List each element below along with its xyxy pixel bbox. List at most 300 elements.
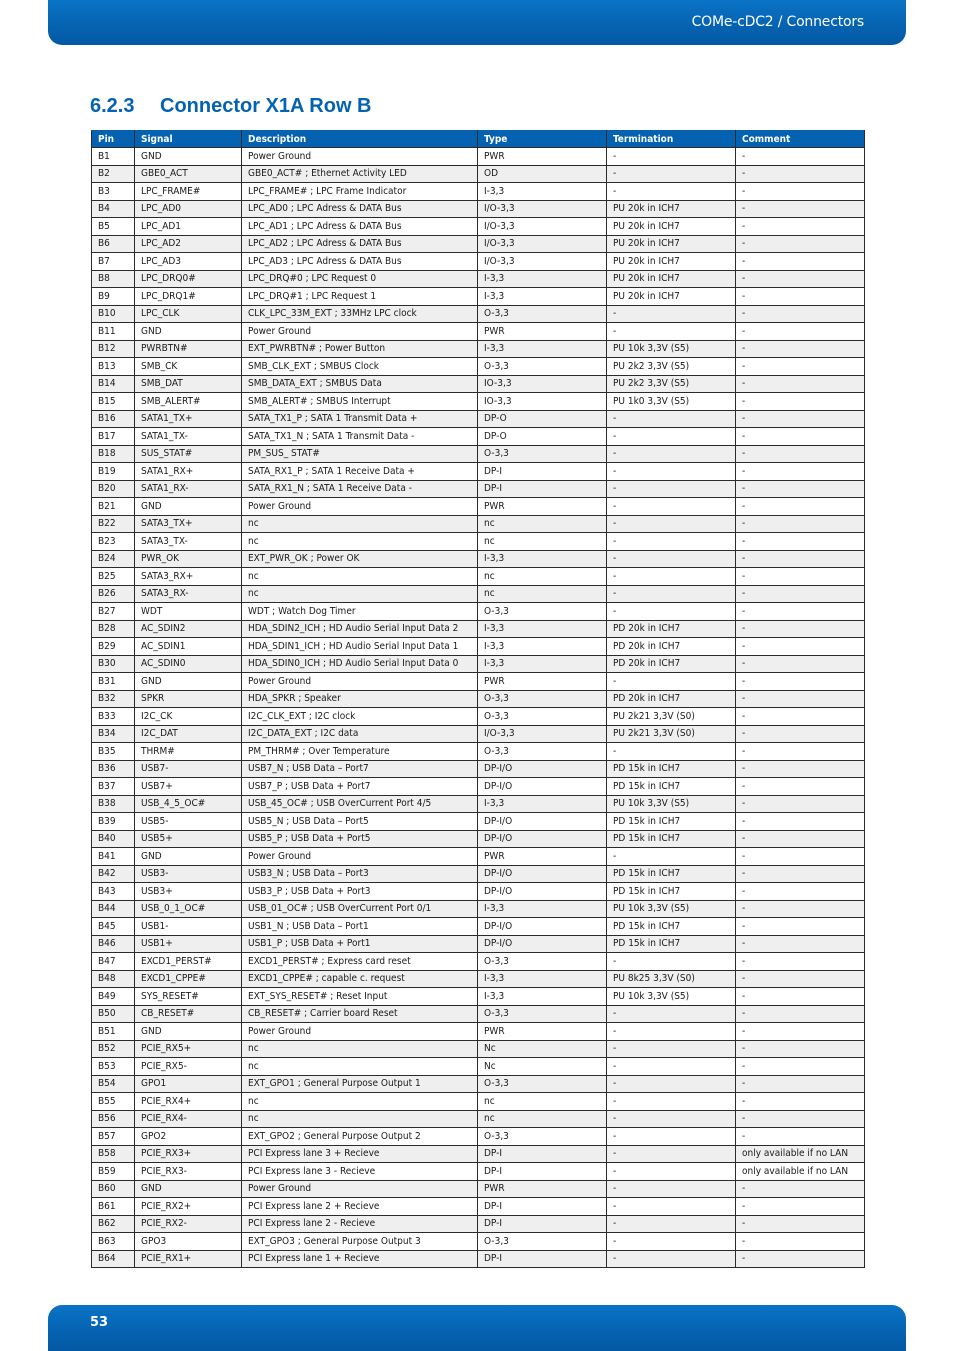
cell-comment: - <box>736 1215 865 1233</box>
cell-termination: - <box>607 1023 736 1041</box>
cell-description: EXT_PWRBTN# ; Power Button <box>242 340 478 358</box>
table-row <box>92 603 865 621</box>
table-row <box>92 1128 865 1146</box>
cell-description: USB7_N ; USB Data – Port7 <box>242 760 478 778</box>
cell-description: USB7_P ; USB Data + Port7 <box>242 778 478 796</box>
cell-type: I-3,3 <box>478 988 607 1006</box>
cell-signal: LPC_AD1 <box>135 218 242 236</box>
cell-comment: - <box>736 900 865 918</box>
cell-signal: PCIE_RX2+ <box>135 1198 242 1216</box>
table-row <box>92 515 865 533</box>
cell-termination: - <box>607 1128 736 1146</box>
cell-pin: B63 <box>92 1233 135 1251</box>
table-row <box>92 148 865 166</box>
cell-pin: B36 <box>92 760 135 778</box>
cell-comment: - <box>736 655 865 673</box>
cell-signal: GND <box>135 1180 242 1198</box>
cell-signal: SATA3_RX- <box>135 585 242 603</box>
cell-description: USB_45_OC# ; USB OverCurrent Port 4/5 <box>242 795 478 813</box>
cell-signal: USB5+ <box>135 830 242 848</box>
cell-pin: B15 <box>92 393 135 411</box>
cell-termination: - <box>607 1110 736 1128</box>
header-subtitle: COMe-cDC2 / Connectors <box>691 14 864 30</box>
table-row <box>92 988 865 1006</box>
cell-pin: B31 <box>92 673 135 691</box>
cell-comment: - <box>736 1075 865 1093</box>
cell-description: nc <box>242 568 478 586</box>
cell-description: Power Ground <box>242 323 478 341</box>
cell-termination: - <box>607 463 736 481</box>
cell-type: I-3,3 <box>478 270 607 288</box>
cell-termination: PU 2k2 3,3V (S5) <box>607 375 736 393</box>
cell-type: DP-O <box>478 428 607 446</box>
cell-description: SATA_RX1_P ; SATA 1 Receive Data + <box>242 463 478 481</box>
cell-termination: - <box>607 1215 736 1233</box>
cell-description: USB5_N ; USB Data – Port5 <box>242 813 478 831</box>
cell-termination: PU 20k in ICH7 <box>607 235 736 253</box>
cell-signal: LPC_FRAME# <box>135 183 242 201</box>
cell-type: I/O-3,3 <box>478 725 607 743</box>
cell-termination: - <box>607 533 736 551</box>
cell-signal: GND <box>135 848 242 866</box>
cell-termination: - <box>607 1005 736 1023</box>
cell-pin: B40 <box>92 830 135 848</box>
cell-comment: - <box>736 1023 865 1041</box>
cell-description: Power Ground <box>242 1023 478 1041</box>
cell-termination: - <box>607 550 736 568</box>
cell-comment: - <box>736 620 865 638</box>
cell-pin: B4 <box>92 200 135 218</box>
cell-comment: - <box>736 725 865 743</box>
cell-signal: LPC_AD3 <box>135 253 242 271</box>
cell-termination: PD 15k in ICH7 <box>607 883 736 901</box>
cell-type: DP-I/O <box>478 760 607 778</box>
cell-pin: B46 <box>92 935 135 953</box>
cell-type: PWR <box>478 148 607 166</box>
cell-description: PCI Express lane 3 + Recieve <box>242 1145 478 1163</box>
cell-termination: - <box>607 305 736 323</box>
cell-pin: B12 <box>92 340 135 358</box>
cell-pin: B48 <box>92 970 135 988</box>
cell-pin: B45 <box>92 918 135 936</box>
cell-termination: PD 15k in ICH7 <box>607 760 736 778</box>
cell-signal: SYS_RESET# <box>135 988 242 1006</box>
cell-pin: B37 <box>92 778 135 796</box>
cell-signal: USB1- <box>135 918 242 936</box>
cell-pin: B24 <box>92 550 135 568</box>
cell-comment: - <box>736 533 865 551</box>
cell-description: nc <box>242 1110 478 1128</box>
cell-type: DP-I/O <box>478 865 607 883</box>
cell-type: nc <box>478 585 607 603</box>
cell-comment: - <box>736 358 865 376</box>
cell-comment: - <box>736 270 865 288</box>
table-row <box>92 585 865 603</box>
table-row <box>92 1110 865 1128</box>
cell-pin: B20 <box>92 480 135 498</box>
table-row <box>92 305 865 323</box>
cell-pin: B54 <box>92 1075 135 1093</box>
cell-comment: - <box>736 235 865 253</box>
cell-type: I-3,3 <box>478 638 607 656</box>
cell-comment: - <box>736 410 865 428</box>
cell-comment: - <box>736 708 865 726</box>
table-row <box>92 375 865 393</box>
cell-type: DP-I/O <box>478 813 607 831</box>
cell-comment: - <box>736 1233 865 1251</box>
cell-comment: - <box>736 253 865 271</box>
cell-type: DP-I <box>478 480 607 498</box>
cell-comment: - <box>736 1180 865 1198</box>
cell-comment: - <box>736 690 865 708</box>
cell-signal: AC_SDIN0 <box>135 655 242 673</box>
cell-termination: - <box>607 183 736 201</box>
table-row <box>92 935 865 953</box>
cell-type: nc <box>478 568 607 586</box>
cell-comment: - <box>736 323 865 341</box>
table-row <box>92 270 865 288</box>
cell-type: I-3,3 <box>478 340 607 358</box>
cell-termination: - <box>607 1145 736 1163</box>
cell-type: IO-3,3 <box>478 375 607 393</box>
cell-type: PWR <box>478 1023 607 1041</box>
cell-pin: B51 <box>92 1023 135 1041</box>
cell-signal: USB3+ <box>135 883 242 901</box>
page-number: 53 <box>90 1315 109 1330</box>
cell-comment: - <box>736 1198 865 1216</box>
cell-pin: B2 <box>92 165 135 183</box>
cell-description: EXCD1_PERST# ; Express card reset <box>242 953 478 971</box>
cell-description: SATA_RX1_N ; SATA 1 Receive Data - <box>242 480 478 498</box>
cell-type: PWR <box>478 673 607 691</box>
cell-pin: B47 <box>92 953 135 971</box>
cell-signal: SMB_CK <box>135 358 242 376</box>
cell-description: EXT_SYS_RESET# ; Reset Input <box>242 988 478 1006</box>
table-row <box>92 620 865 638</box>
cell-comment: - <box>736 340 865 358</box>
cell-type: I-3,3 <box>478 550 607 568</box>
cell-termination: PD 15k in ICH7 <box>607 830 736 848</box>
cell-description: LPC_AD0 ; LPC Adress & DATA Bus <box>242 200 478 218</box>
cell-termination: - <box>607 148 736 166</box>
cell-signal: AC_SDIN2 <box>135 620 242 638</box>
cell-description: nc <box>242 1040 478 1058</box>
cell-pin: B56 <box>92 1110 135 1128</box>
cell-pin: B58 <box>92 1145 135 1163</box>
cell-pin: B5 <box>92 218 135 236</box>
cell-description: USB1_N ; USB Data – Port1 <box>242 918 478 936</box>
table-row <box>92 568 865 586</box>
footer-banner <box>48 1305 906 1351</box>
cell-termination: PU 10k 3,3V (S5) <box>607 988 736 1006</box>
cell-description: GBE0_ACT# ; Ethernet Activity LED <box>242 165 478 183</box>
table-row <box>92 340 865 358</box>
cell-type: PWR <box>478 1180 607 1198</box>
cell-comment: only available if no LAN <box>736 1145 865 1163</box>
cell-signal: PCIE_RX4+ <box>135 1093 242 1111</box>
cell-description: USB5_P ; USB Data + Port5 <box>242 830 478 848</box>
cell-description: Power Ground <box>242 848 478 866</box>
cell-pin: B28 <box>92 620 135 638</box>
cell-type: IO-3,3 <box>478 393 607 411</box>
cell-comment: - <box>736 743 865 761</box>
cell-type: I-3,3 <box>478 795 607 813</box>
cell-signal: CB_RESET# <box>135 1005 242 1023</box>
cell-termination: PU 8k25 3,3V (S0) <box>607 970 736 988</box>
cell-signal: USB7+ <box>135 778 242 796</box>
cell-termination: PD 15k in ICH7 <box>607 918 736 936</box>
table-row <box>92 778 865 796</box>
cell-signal: SMB_ALERT# <box>135 393 242 411</box>
cell-pin: B25 <box>92 568 135 586</box>
cell-signal: LPC_DRQ0# <box>135 270 242 288</box>
cell-description: Power Ground <box>242 148 478 166</box>
cell-comment: - <box>736 515 865 533</box>
cell-termination: - <box>607 410 736 428</box>
cell-comment: - <box>736 218 865 236</box>
cell-termination: PU 20k in ICH7 <box>607 218 736 236</box>
cell-comment: - <box>736 305 865 323</box>
cell-termination: - <box>607 1250 736 1268</box>
cell-description: USB_01_OC# ; USB OverCurrent Port 0/1 <box>242 900 478 918</box>
cell-comment: - <box>736 865 865 883</box>
cell-signal: LPC_AD0 <box>135 200 242 218</box>
cell-description: LPC_AD2 ; LPC Adress & DATA Bus <box>242 235 478 253</box>
table-row <box>92 323 865 341</box>
cell-pin: B10 <box>92 305 135 323</box>
table-header-row <box>92 131 865 148</box>
cell-termination: - <box>607 1040 736 1058</box>
table-row <box>92 918 865 936</box>
cell-pin: B41 <box>92 848 135 866</box>
cell-description: nc <box>242 585 478 603</box>
cell-signal: EXCD1_PERST# <box>135 953 242 971</box>
cell-termination: - <box>607 603 736 621</box>
cell-comment: - <box>736 165 865 183</box>
cell-pin: B38 <box>92 795 135 813</box>
cell-termination: - <box>607 1075 736 1093</box>
cell-termination: - <box>607 165 736 183</box>
cell-comment: - <box>736 1040 865 1058</box>
cell-termination: PD 15k in ICH7 <box>607 813 736 831</box>
cell-description: HDA_SDIN0_ICH ; HD Audio Serial Input Data 0 <box>242 655 478 673</box>
table-row <box>92 830 865 848</box>
cell-type: O-3,3 <box>478 445 607 463</box>
cell-comment: - <box>736 795 865 813</box>
table-row <box>92 358 865 376</box>
cell-comment: - <box>736 918 865 936</box>
cell-termination: - <box>607 673 736 691</box>
cell-description: PCI Express lane 1 + Recieve <box>242 1250 478 1268</box>
cell-comment: - <box>736 148 865 166</box>
cell-termination: - <box>607 480 736 498</box>
cell-pin: B14 <box>92 375 135 393</box>
cell-termination: - <box>607 515 736 533</box>
cell-description: EXT_GPO1 ; General Purpose Output 1 <box>242 1075 478 1093</box>
cell-pin: B21 <box>92 498 135 516</box>
cell-pin: B44 <box>92 900 135 918</box>
cell-comment: - <box>736 288 865 306</box>
table-row <box>92 480 865 498</box>
cell-comment: only available if no LAN <box>736 1163 865 1181</box>
table-row <box>92 883 865 901</box>
cell-type: I/O-3,3 <box>478 218 607 236</box>
cell-termination: - <box>607 1198 736 1216</box>
cell-comment: - <box>736 375 865 393</box>
cell-signal: GPO3 <box>135 1233 242 1251</box>
cell-description: EXT_GPO3 ; General Purpose Output 3 <box>242 1233 478 1251</box>
cell-signal: USB7- <box>135 760 242 778</box>
column-header-termination: Termination <box>607 131 736 148</box>
cell-description: nc <box>242 515 478 533</box>
cell-signal: WDT <box>135 603 242 621</box>
cell-type: O-3,3 <box>478 953 607 971</box>
cell-description: Power Ground <box>242 673 478 691</box>
table-row <box>92 1075 865 1093</box>
table-row <box>92 183 865 201</box>
cell-termination: PU 2k21 3,3V (S0) <box>607 708 736 726</box>
cell-signal: SATA3_TX- <box>135 533 242 551</box>
column-header-signal: Signal <box>135 131 242 148</box>
cell-comment: - <box>736 1058 865 1076</box>
table-row <box>92 708 865 726</box>
cell-pin: B32 <box>92 690 135 708</box>
cell-signal: SMB_DAT <box>135 375 242 393</box>
cell-description: LPC_AD1 ; LPC Adress & DATA Bus <box>242 218 478 236</box>
cell-pin: B3 <box>92 183 135 201</box>
table-row <box>92 410 865 428</box>
table-row <box>92 725 865 743</box>
column-header-type: Type <box>478 131 607 148</box>
table-row <box>92 393 865 411</box>
cell-type: DP-I/O <box>478 830 607 848</box>
section-title: Connector X1A Row B <box>160 95 372 117</box>
cell-type: DP-I/O <box>478 883 607 901</box>
table-row <box>92 1023 865 1041</box>
table-row <box>92 760 865 778</box>
cell-description: nc <box>242 533 478 551</box>
cell-signal: PCIE_RX1+ <box>135 1250 242 1268</box>
cell-termination: PU 10k 3,3V (S5) <box>607 900 736 918</box>
header-banner <box>48 0 906 45</box>
table-row <box>92 218 865 236</box>
cell-type: Nc <box>478 1040 607 1058</box>
cell-description: LPC_FRAME# ; LPC Frame Indicator <box>242 183 478 201</box>
cell-type: DP-I <box>478 463 607 481</box>
cell-type: I-3,3 <box>478 288 607 306</box>
cell-pin: B55 <box>92 1093 135 1111</box>
cell-signal: GPO1 <box>135 1075 242 1093</box>
cell-comment: - <box>736 480 865 498</box>
table-row <box>92 743 865 761</box>
cell-pin: B27 <box>92 603 135 621</box>
cell-pin: B26 <box>92 585 135 603</box>
cell-pin: B30 <box>92 655 135 673</box>
table-row <box>92 690 865 708</box>
table-row <box>92 498 865 516</box>
table-row <box>92 235 865 253</box>
cell-termination: - <box>607 1058 736 1076</box>
cell-description: CLK_LPC_33M_EXT ; 33MHz LPC clock <box>242 305 478 323</box>
cell-description: HDA_SPKR ; Speaker <box>242 690 478 708</box>
cell-pin: B16 <box>92 410 135 428</box>
cell-type: nc <box>478 1093 607 1111</box>
cell-type: O-3,3 <box>478 603 607 621</box>
cell-type: PWR <box>478 498 607 516</box>
cell-termination: - <box>607 953 736 971</box>
table-row <box>92 638 865 656</box>
cell-comment: - <box>736 970 865 988</box>
table-row <box>92 550 865 568</box>
cell-type: O-3,3 <box>478 1128 607 1146</box>
cell-description: LPC_DRQ#1 ; LPC Request 1 <box>242 288 478 306</box>
cell-pin: B61 <box>92 1198 135 1216</box>
table-row <box>92 1233 865 1251</box>
table-row <box>92 1058 865 1076</box>
cell-termination: - <box>607 1180 736 1198</box>
cell-description: PCI Express lane 3 - Recieve <box>242 1163 478 1181</box>
cell-termination: PD 20k in ICH7 <box>607 690 736 708</box>
table-row <box>92 1180 865 1198</box>
cell-signal: USB1+ <box>135 935 242 953</box>
cell-comment: - <box>736 200 865 218</box>
cell-description: Power Ground <box>242 1180 478 1198</box>
cell-description: PCI Express lane 2 + Recieve <box>242 1198 478 1216</box>
cell-signal: AC_SDIN1 <box>135 638 242 656</box>
cell-pin: B42 <box>92 865 135 883</box>
cell-pin: B43 <box>92 883 135 901</box>
table-row <box>92 865 865 883</box>
cell-type: O-3,3 <box>478 1233 607 1251</box>
cell-type: I-3,3 <box>478 620 607 638</box>
cell-comment: - <box>736 1093 865 1111</box>
cell-pin: B35 <box>92 743 135 761</box>
cell-description: HDA_SDIN1_ICH ; HD Audio Serial Input Data 1 <box>242 638 478 656</box>
cell-pin: B9 <box>92 288 135 306</box>
cell-pin: B49 <box>92 988 135 1006</box>
cell-type: I-3,3 <box>478 183 607 201</box>
cell-description: CB_RESET# ; Carrier board Reset <box>242 1005 478 1023</box>
cell-signal: GPO2 <box>135 1128 242 1146</box>
cell-signal: GND <box>135 1023 242 1041</box>
cell-type: O-3,3 <box>478 305 607 323</box>
cell-signal: PCIE_RX2- <box>135 1215 242 1233</box>
cell-type: nc <box>478 1110 607 1128</box>
table-row <box>92 1093 865 1111</box>
cell-description: SMB_CLK_EXT ; SMBUS Clock <box>242 358 478 376</box>
cell-termination: PU 2k21 3,3V (S0) <box>607 725 736 743</box>
cell-description: SMB_DATA_EXT ; SMBUS Data <box>242 375 478 393</box>
cell-termination: PD 20k in ICH7 <box>607 638 736 656</box>
cell-termination: - <box>607 743 736 761</box>
table-row <box>92 1040 865 1058</box>
cell-pin: B13 <box>92 358 135 376</box>
cell-type: I-3,3 <box>478 970 607 988</box>
cell-type: OD <box>478 165 607 183</box>
cell-type: I/O-3,3 <box>478 200 607 218</box>
cell-signal: I2C_DAT <box>135 725 242 743</box>
table-row <box>92 1198 865 1216</box>
cell-pin: B22 <box>92 515 135 533</box>
table-row <box>92 900 865 918</box>
cell-type: I/O-3,3 <box>478 253 607 271</box>
cell-description: EXT_PWR_OK ; Power OK <box>242 550 478 568</box>
table-row <box>92 1005 865 1023</box>
cell-pin: B7 <box>92 253 135 271</box>
cell-comment: - <box>736 760 865 778</box>
cell-signal: PCIE_RX5- <box>135 1058 242 1076</box>
cell-description: I2C_CLK_EXT ; I2C clock <box>242 708 478 726</box>
